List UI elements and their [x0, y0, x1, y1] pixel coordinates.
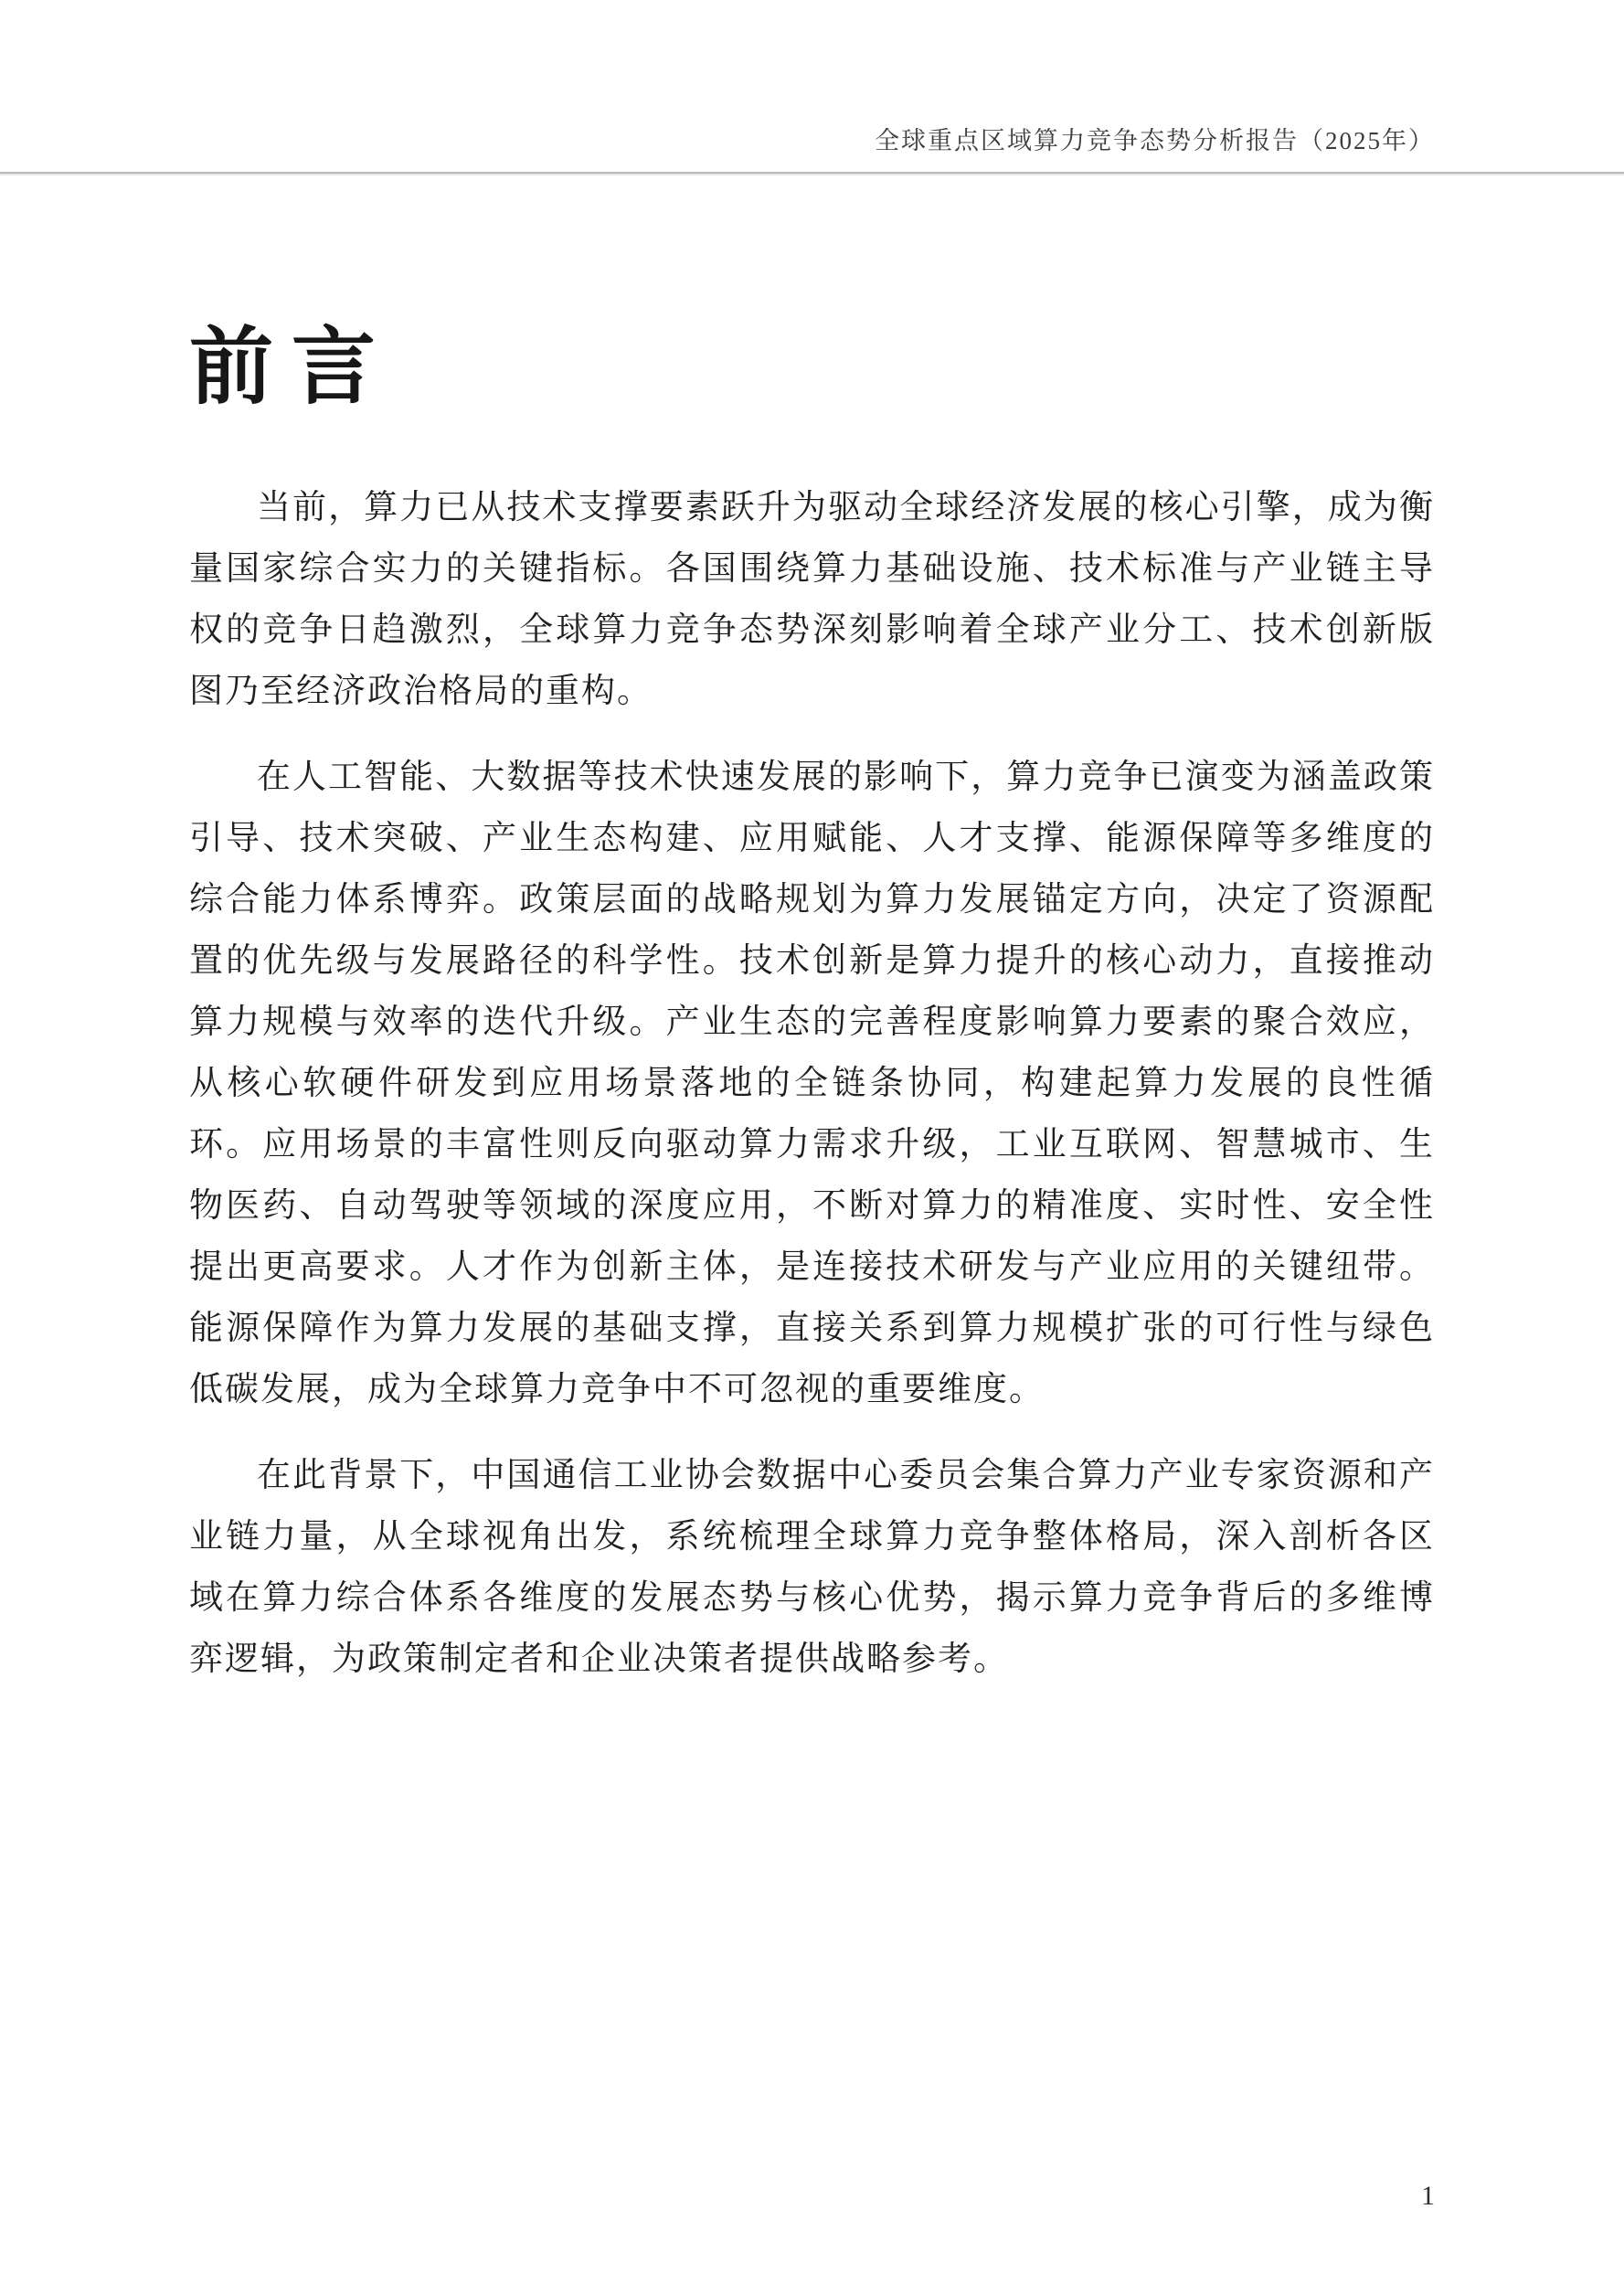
page-title: 前言 [189, 321, 395, 414]
preface-paragraph: 当前，算力已从技术支撑要素跃升为驱动全球经济发展的核心引擎，成为衡量国家综合实力的关键指标。各国围绕算力基础设施、技术标准与产业链主导权的竞争日趋激烈，全球算力竞争态势深刻影响着全球产业分工、技术创新版图乃至经济政治格局的重构。 [189, 489, 1435, 710]
page-header [0, 0, 1624, 174]
page-footer [0, 2181, 1624, 2212]
preface-paragraph: 在此背景下，中国通信工业协会数据中心委员会集合算力产业专家资源和产业链力量，从全球视角出发，系统梳理全球算力竞争整体格局，深入剖析各区域在算力综合体系各维度的发展态势与核心优势，揭示算力竞争背后的多维博弈逻辑，为政策制定者和企业决策者提供战略参考。 [189, 1457, 1435, 1678]
preface-body [189, 477, 1435, 1690]
report-header-title: 全球重点区域算力竞争态势分析报告（2025年） [875, 127, 1435, 154]
preface-section [189, 183, 1435, 1715]
page-number: 1 [1421, 2181, 1435, 2211]
preface-paragraph: 在人工智能、大数据等技术快速发展的影响下，算力竞争已演变为涵盖政策引导、技术突破、产业生态构建、应用赋能、人才支撑、能源保障等多维度的综合能力体系博弈。政策层面的战略规划为算力发展锚定方向，决定了资源配置的优先级与发展路径的科学性。技术创新是算力提升的核心动力，直接推动算力规模与效率的迭代升级。产业生态的完善程度影响算力要素的聚合效应，从核心软硬件研发到应用场景落地的全链条协同，构建起算力发展的良性循环。应用场景的丰富性则反向驱动算力需求升级，工业互联网、智慧城市、生物医药、自动驾驶等领域的深度应用，不断对算力的精准度、实时性、安全性提出更高要求。人才作为创新主体，是连接技术研发与产业应用的关键纽带。能源保障作为算力发展的基础支撑，直接关系到算力规模扩张的可行性与绿色低碳发展，成为全球算力竞争中不可忽视的重要维度。 [189, 759, 1435, 1408]
header-divider [0, 172, 1624, 174]
